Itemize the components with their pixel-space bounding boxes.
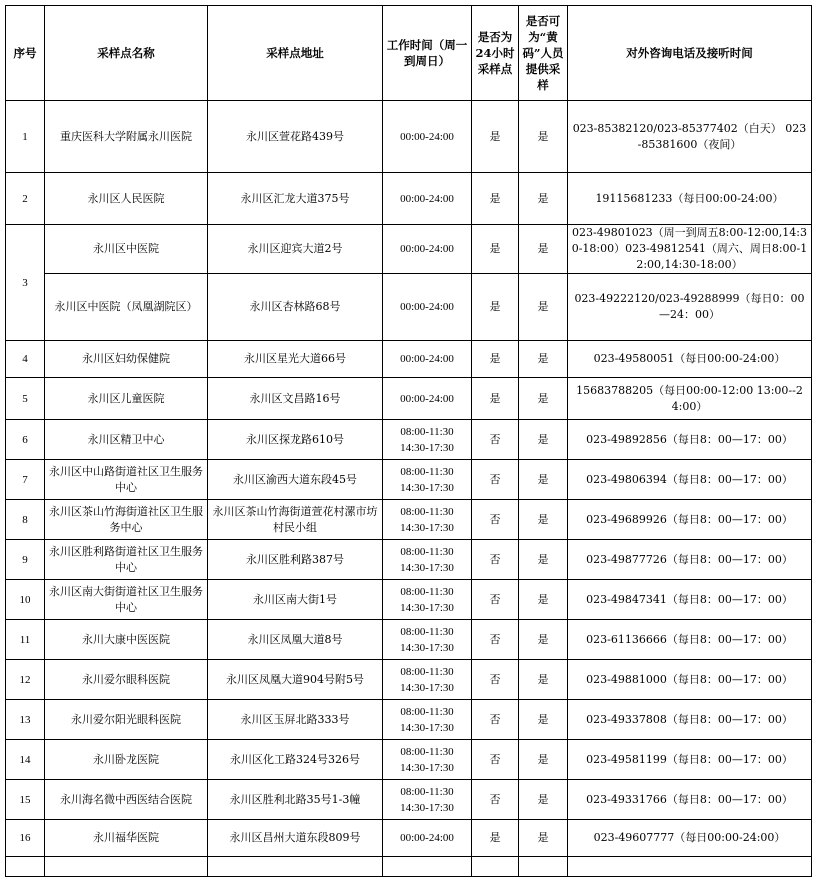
cell-24h: 否 bbox=[472, 700, 519, 740]
hours-line-1: 00:00-24:00 bbox=[400, 130, 454, 143]
cell-24h: 否 bbox=[472, 500, 519, 540]
cell-yellow-code: 是 bbox=[519, 540, 568, 580]
cell-address: 永川区渝西大道东段45号 bbox=[208, 460, 383, 500]
cell-name: 永川大康中医医院 bbox=[45, 620, 208, 660]
hours-line-1: 00:00-24:00 bbox=[400, 392, 454, 405]
cell-address: 永川区探龙路610号 bbox=[208, 420, 383, 460]
cell-yellow-code: 是 bbox=[519, 225, 568, 274]
table-row bbox=[6, 580, 812, 620]
cell-no: 6 bbox=[6, 420, 45, 460]
cell-hours bbox=[383, 540, 472, 580]
cell-phone: 023-49877726（每日8：00—17：00） bbox=[568, 540, 812, 580]
cell-phone: 023-49689926（每日8：00—17：00） bbox=[568, 500, 812, 540]
cell-no: 14 bbox=[6, 740, 45, 780]
cell-name: 永川区中医院 bbox=[45, 225, 208, 274]
cell-phone: 023-49331766（每日8：00—17：00） bbox=[568, 780, 812, 820]
cell-no: 15 bbox=[6, 780, 45, 820]
cell-yellow-code: 是 bbox=[519, 173, 568, 225]
cell-name: 永川卧龙医院 bbox=[45, 740, 208, 780]
cell-yellow-code: 是 bbox=[519, 780, 568, 820]
cell-24h: 是 bbox=[472, 820, 519, 857]
cell-phone: 023-61136666（每日8：00—17：00） bbox=[568, 620, 812, 660]
table-row bbox=[6, 540, 812, 580]
cell-24h: 是 bbox=[472, 101, 519, 173]
cell-address: 永川区凤凰大道904号附5号 bbox=[208, 660, 383, 700]
table-row bbox=[6, 700, 812, 740]
cell-yellow-code: 是 bbox=[519, 700, 568, 740]
header-24h: 是否为24小时采样点 bbox=[472, 6, 519, 101]
cell-phone: 19115681233（每日00:00-24:00） bbox=[568, 173, 812, 225]
header-address: 采样点地址 bbox=[208, 6, 383, 101]
cell-no: 13 bbox=[6, 700, 45, 740]
cell-phone: 023-49881000（每日8：00—17：00） bbox=[568, 660, 812, 700]
cell-name: 永川爱尔眼科医院 bbox=[45, 660, 208, 700]
cell-24h: 是 bbox=[472, 274, 519, 341]
hours-line-2: 14:30-17:30 bbox=[400, 801, 454, 814]
cell-name: 重庆医科大学附属永川医院 bbox=[45, 101, 208, 173]
hours-line-1: 08:00-11:30 bbox=[400, 465, 454, 478]
cell-address: 永川区昌州大道东段809号 bbox=[208, 820, 383, 857]
hours-line-1: 00:00-24:00 bbox=[400, 192, 454, 205]
cell-no: 12 bbox=[6, 660, 45, 700]
cell-yellow-code: 是 bbox=[519, 620, 568, 660]
cell-hours bbox=[383, 580, 472, 620]
table-row bbox=[6, 660, 812, 700]
table-row bbox=[6, 378, 812, 420]
cell-hours bbox=[383, 820, 472, 857]
hours-line-2: 14:30-17:30 bbox=[400, 561, 454, 574]
cell-name: 永川海名微中西医结合医院 bbox=[45, 780, 208, 820]
cell-no: 1 bbox=[6, 101, 45, 173]
hours-line-2: 14:30-17:30 bbox=[400, 761, 454, 774]
cell-phone: 023-49581199（每日8：00—17：00） bbox=[568, 740, 812, 780]
cell-no: 16 bbox=[6, 820, 45, 857]
cell-address: 永川区文昌路16号 bbox=[208, 378, 383, 420]
cell-name: 永川爱尔阳光眼科医院 bbox=[45, 700, 208, 740]
cell-24h: 是 bbox=[472, 225, 519, 274]
cell-24h: 是 bbox=[472, 378, 519, 420]
cell-24h: 否 bbox=[472, 540, 519, 580]
hours-line-1: 08:00-11:30 bbox=[400, 625, 454, 638]
table-row bbox=[6, 274, 812, 341]
cell-yellow-code: 是 bbox=[519, 274, 568, 341]
hours-line-1: 08:00-11:30 bbox=[400, 665, 454, 678]
cell-hours bbox=[383, 740, 472, 780]
hours-line-1: 08:00-11:30 bbox=[400, 745, 454, 758]
cell-no: 8 bbox=[6, 500, 45, 540]
hours-line-2: 14:30-17:30 bbox=[400, 601, 454, 614]
hours-line-2: 14:30-17:30 bbox=[400, 481, 454, 494]
cell-yellow-code: 是 bbox=[519, 341, 568, 378]
cell-hours bbox=[383, 780, 472, 820]
cell-address: 永川区胜利路387号 bbox=[208, 540, 383, 580]
hours-line-1: 08:00-11:30 bbox=[400, 425, 454, 438]
cell-address: 永川区玉屏北路333号 bbox=[208, 700, 383, 740]
cell-address: 永川区胜利北路35号1-3幢 bbox=[208, 780, 383, 820]
table-row bbox=[6, 341, 812, 378]
hours-line-1: 08:00-11:30 bbox=[400, 505, 454, 518]
cell-name: 永川福华医院 bbox=[45, 820, 208, 857]
cell-phone: 023-49222120/023-49288999（每日0：00—24：00） bbox=[568, 274, 812, 341]
cell-no: 3 bbox=[6, 225, 45, 341]
cell-hours bbox=[383, 101, 472, 173]
table-row bbox=[6, 500, 812, 540]
cell-yellow-code: 是 bbox=[519, 820, 568, 857]
cell-yellow-code: 是 bbox=[519, 420, 568, 460]
cell-yellow-code: 是 bbox=[519, 378, 568, 420]
header-phone: 对外咨询电话及接听时间 bbox=[568, 6, 812, 101]
cell-phone: 023-49607777（每日00:00-24:00） bbox=[568, 820, 812, 857]
cell-hours bbox=[383, 173, 472, 225]
cell-24h: 否 bbox=[472, 740, 519, 780]
cell-24h: 是 bbox=[472, 173, 519, 225]
cell-address: 永川区星光大道66号 bbox=[208, 341, 383, 378]
cell-name: 永川区儿童医院 bbox=[45, 378, 208, 420]
hours-line-1: 08:00-11:30 bbox=[400, 585, 454, 598]
cell-yellow-code: 是 bbox=[519, 500, 568, 540]
hours-line-2: 14:30-17:30 bbox=[400, 521, 454, 534]
cell-name: 永川区南大街街道社区卫生服务中心 bbox=[45, 580, 208, 620]
cell-phone: 023-49847341（每日8：00—17：00） bbox=[568, 580, 812, 620]
cell-no: 9 bbox=[6, 540, 45, 580]
cell-name: 永川区茶山竹海街道社区卫生服务中心 bbox=[45, 500, 208, 540]
table-row bbox=[6, 420, 812, 460]
table-row bbox=[6, 460, 812, 500]
hours-line-1: 00:00-24:00 bbox=[400, 832, 454, 844]
cell-24h: 否 bbox=[472, 580, 519, 620]
cell-no: 11 bbox=[6, 620, 45, 660]
cell-hours bbox=[383, 660, 472, 700]
cell-hours bbox=[383, 460, 472, 500]
cell-phone: 023-49801023（周一到周五8:00-12:00,14:30-18:00）023-49812541（周六、周日8:00-12:00,14:30-18:00） bbox=[568, 225, 812, 274]
hours-line-2: 14:30-17:30 bbox=[400, 441, 454, 454]
cell-phone: 023-49806394（每日8：00—17：00） bbox=[568, 460, 812, 500]
cell-name: 永川区胜利路街道社区卫生服务中心 bbox=[45, 540, 208, 580]
cell-address: 永川区迎宾大道2号 bbox=[208, 225, 383, 274]
table-row bbox=[6, 225, 812, 274]
cell-yellow-code: 是 bbox=[519, 660, 568, 700]
cell-no: 10 bbox=[6, 580, 45, 620]
cell-yellow-code: 是 bbox=[519, 740, 568, 780]
hours-line-1: 08:00-11:30 bbox=[400, 705, 454, 718]
header-row bbox=[6, 6, 812, 101]
cell-hours bbox=[383, 378, 472, 420]
cell-address: 永川区化工路324号326号 bbox=[208, 740, 383, 780]
cell-no: 7 bbox=[6, 460, 45, 500]
cell-yellow-code: 是 bbox=[519, 460, 568, 500]
hours-line-1: 00:00-24:00 bbox=[400, 301, 454, 313]
cell-name: 永川区妇幼保健院 bbox=[45, 341, 208, 378]
cell-24h: 否 bbox=[472, 420, 519, 460]
table-row bbox=[6, 620, 812, 660]
sampling-sites-table bbox=[5, 5, 812, 877]
hours-line-1: 08:00-11:30 bbox=[400, 785, 454, 798]
cell-address: 永川区汇龙大道375号 bbox=[208, 173, 383, 225]
header-name: 采样点名称 bbox=[45, 6, 208, 101]
cell-hours bbox=[383, 620, 472, 660]
table-row bbox=[6, 101, 812, 173]
cell-name: 永川区中医院（凤凰湖院区） bbox=[45, 274, 208, 341]
table-row bbox=[6, 820, 812, 857]
cell-hours bbox=[383, 225, 472, 274]
cell-phone: 15683788205（每日00:00-12:00 13:00--24:00） bbox=[568, 378, 812, 420]
cell-no: 4 bbox=[6, 341, 45, 378]
cell-phone: 023-49892856（每日8：00—17：00） bbox=[568, 420, 812, 460]
cell-yellow-code: 是 bbox=[519, 580, 568, 620]
hours-line-1: 00:00-24:00 bbox=[400, 243, 454, 255]
cell-24h: 否 bbox=[472, 620, 519, 660]
cell-no: 5 bbox=[6, 378, 45, 420]
cell-phone: 023-49580051（每日00:00-24:00） bbox=[568, 341, 812, 378]
table-row bbox=[6, 740, 812, 780]
cell-hours bbox=[383, 420, 472, 460]
cell-24h: 否 bbox=[472, 780, 519, 820]
cell-hours bbox=[383, 341, 472, 378]
cell-hours bbox=[383, 274, 472, 341]
cell-name: 永川区中山路街道社区卫生服务中心 bbox=[45, 460, 208, 500]
cell-name: 永川区人民医院 bbox=[45, 173, 208, 225]
hours-line-1: 08:00-11:30 bbox=[400, 545, 454, 558]
cell-address: 永川区凤凰大道8号 bbox=[208, 620, 383, 660]
header-yellow-code: 是否可为“黄码”人员提供采样 bbox=[519, 6, 568, 101]
hours-line-2: 14:30-17:30 bbox=[400, 641, 454, 654]
cell-hours bbox=[383, 500, 472, 540]
cell-yellow-code: 是 bbox=[519, 101, 568, 173]
table-row bbox=[6, 780, 812, 820]
cell-hours bbox=[383, 700, 472, 740]
hours-line-2: 14:30-17:30 bbox=[400, 721, 454, 734]
cell-no: 2 bbox=[6, 173, 45, 225]
header-no: 序号 bbox=[6, 6, 45, 101]
hours-line-2: 14:30-17:30 bbox=[400, 681, 454, 694]
cell-address: 永川区南大街1号 bbox=[208, 580, 383, 620]
cell-24h: 是 bbox=[472, 341, 519, 378]
hours-line-1: 00:00-24:00 bbox=[400, 353, 454, 365]
table-row bbox=[6, 173, 812, 225]
cell-address: 永川区杏林路68号 bbox=[208, 274, 383, 341]
cell-phone: 023-49337808（每日8：00—17：00） bbox=[568, 700, 812, 740]
cell-address: 永川区萱花路439号 bbox=[208, 101, 383, 173]
cell-24h: 否 bbox=[472, 660, 519, 700]
header-hours: 工作时间（周一到周日） bbox=[383, 6, 472, 101]
cell-24h: 否 bbox=[472, 460, 519, 500]
cell-name: 永川区精卫中心 bbox=[45, 420, 208, 460]
cell-address: 永川区茶山竹海街道萱花村漯市坊村民小组 bbox=[208, 500, 383, 540]
cell-phone: 023-85382120/023-85377402（白天） 023-85381600（夜间） bbox=[568, 101, 812, 173]
